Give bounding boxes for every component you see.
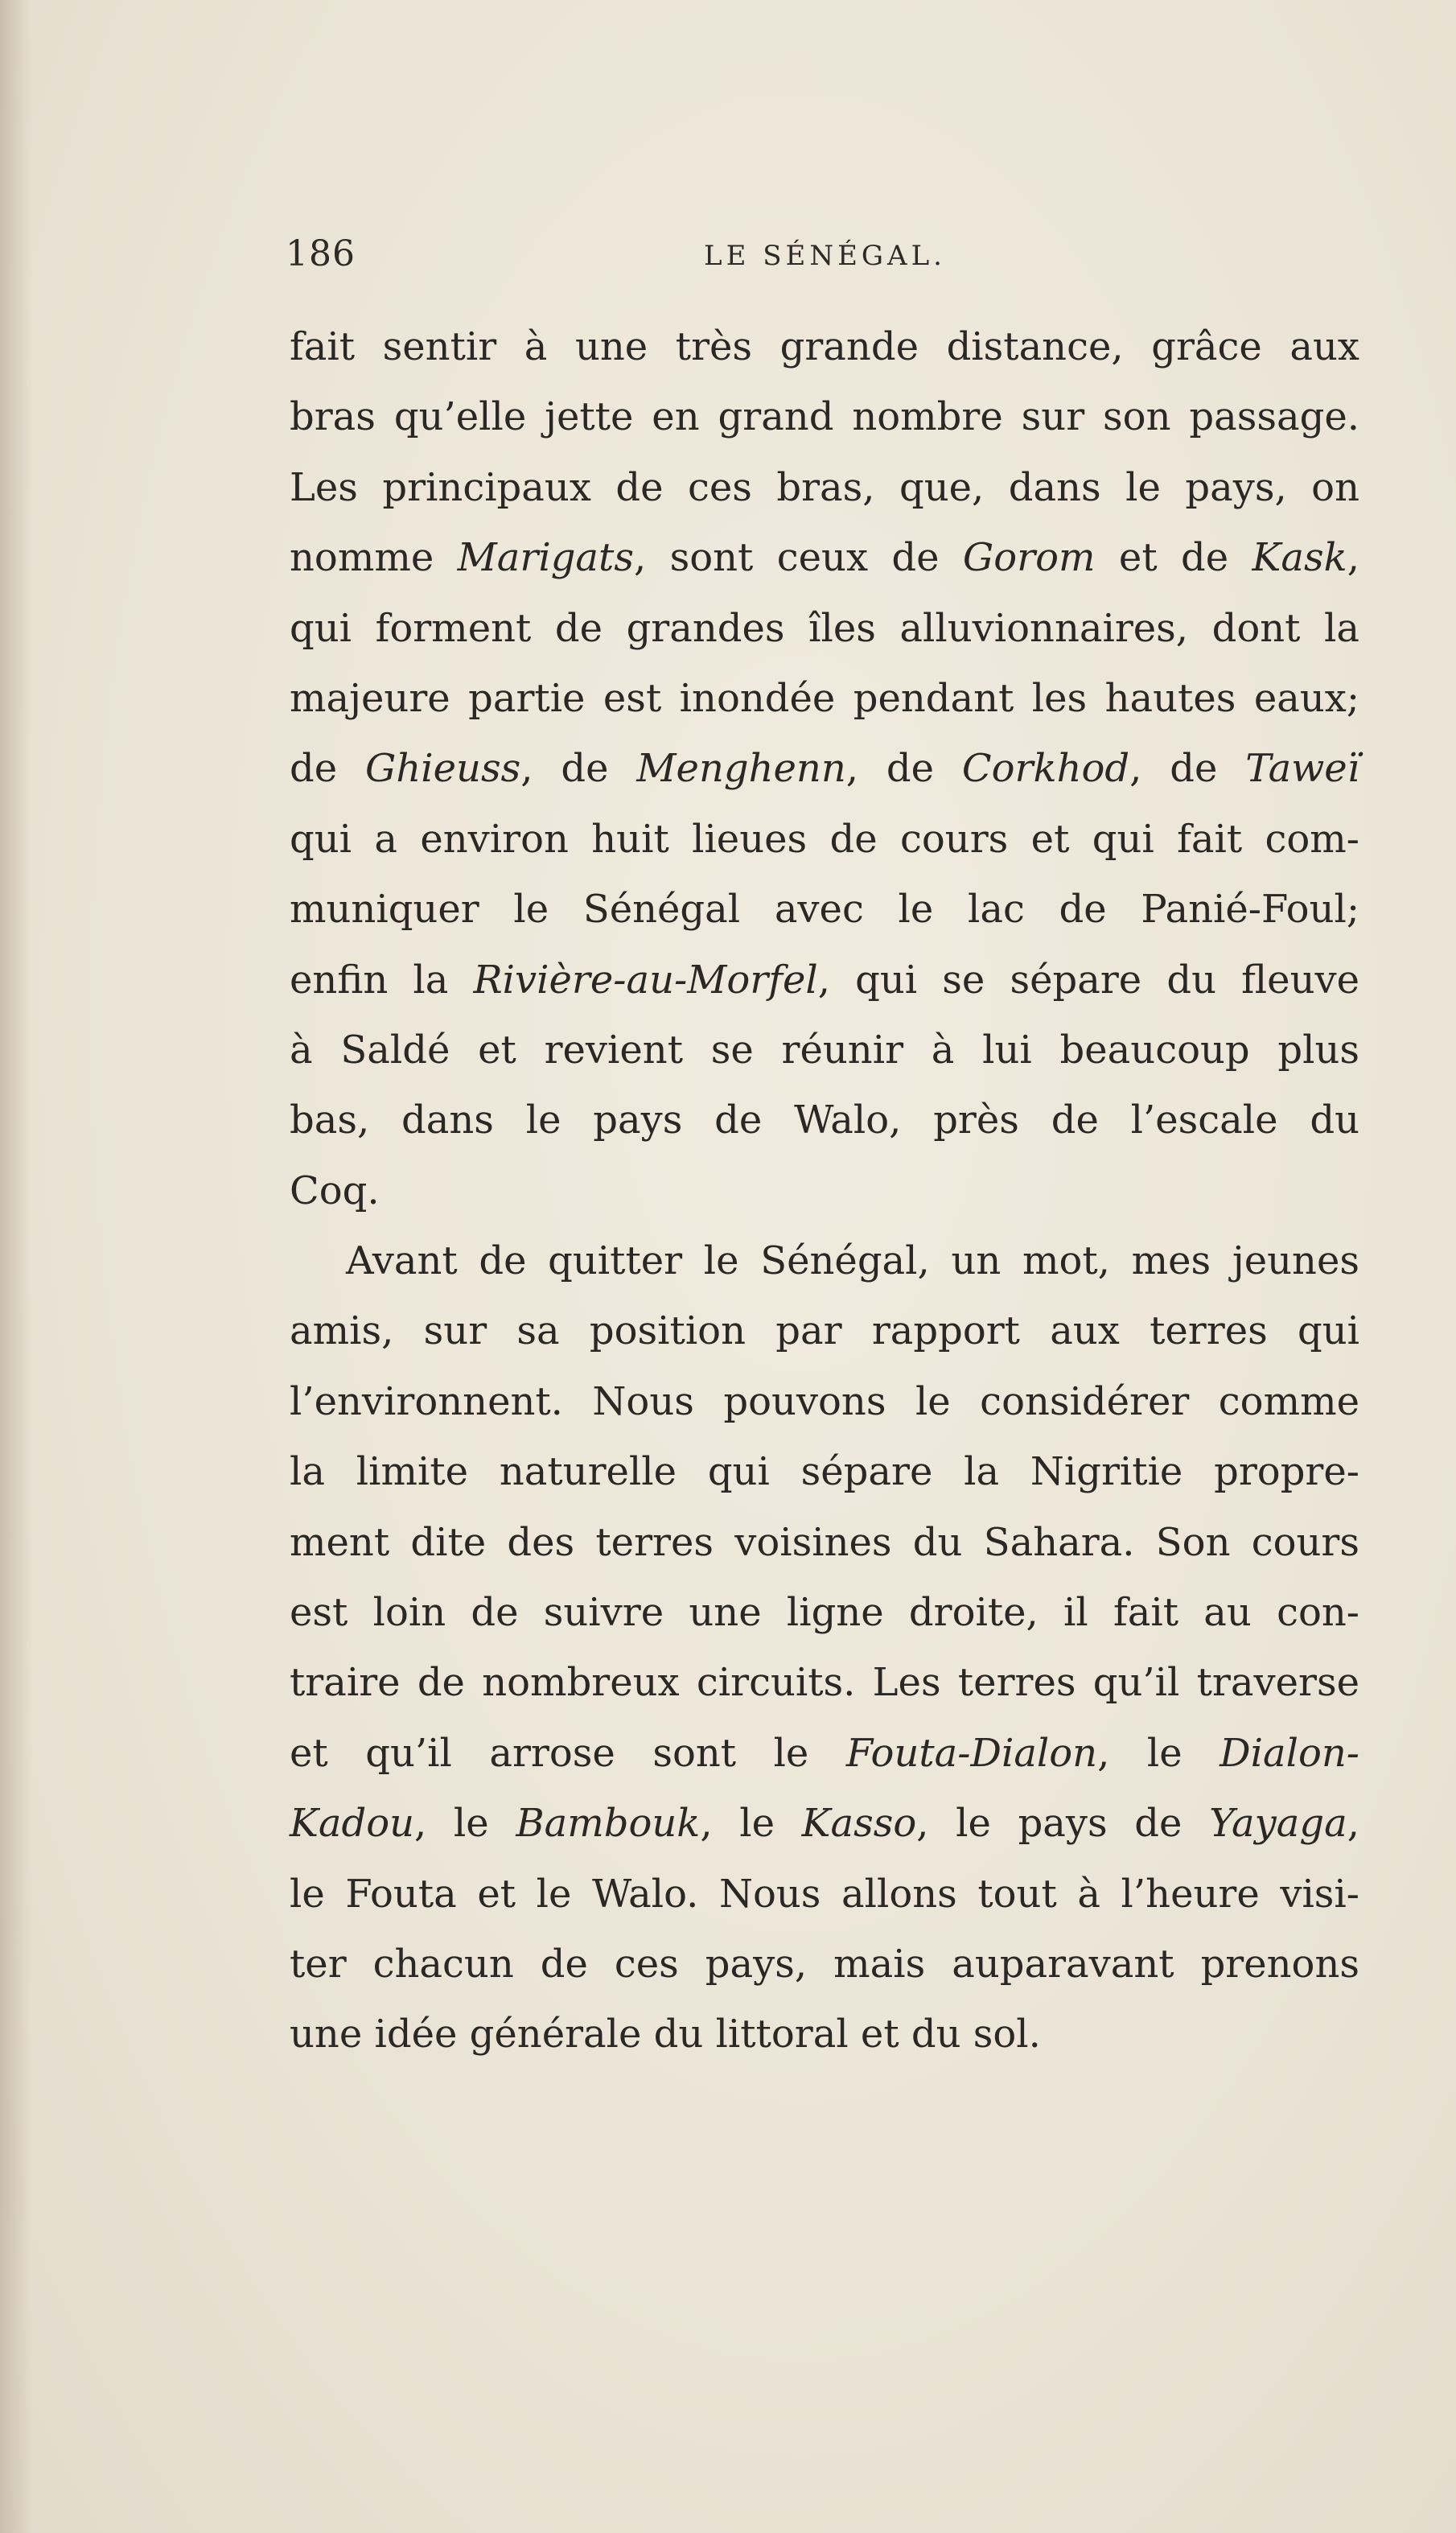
text-line: fait sentir à une très grande distance, grâce aux xyxy=(290,324,1359,369)
text-line: ter chacun de ces pays, mais auparavant prenons xyxy=(290,1941,1359,1987)
paragraph-start-line: Avant de quitter le Sénégal, un mot, mes jeunes xyxy=(346,1238,1359,1284)
text-line: et qu’il arrose sont le Fouta-Dialon, le Dialon- xyxy=(290,1730,1359,1776)
running-title: LE SÉNÉGAL. xyxy=(704,240,946,272)
text-line: le Fouta et le Walo. Nous allons tout à l’heure visi- xyxy=(290,1871,1359,1917)
text-line: majeure partie est inondée pendant les hautes eaux; xyxy=(290,675,1359,721)
italic-term: Marigats xyxy=(457,535,634,581)
italic-term: Ghieuss xyxy=(365,746,521,792)
text-line: Coq. xyxy=(290,1168,380,1213)
text-line: enfin la Rivière-au-Morfel, qui se sépare du fleuve xyxy=(290,957,1360,1003)
italic-term: Dialon- xyxy=(1220,1730,1359,1776)
text-line: à Saldé et revient se réunir à lui beaucoup plus xyxy=(290,1027,1359,1073)
text-line: la limite naturelle qui sépare la Nigritie propre- xyxy=(290,1449,1359,1495)
page-gutter-shadow xyxy=(0,0,32,2533)
text-line: une idée générale du littoral et du sol. xyxy=(290,2012,1041,2057)
italic-term: Taweï xyxy=(1245,746,1360,792)
text-line: qui a environ huit lieues de cours et qui fait com- xyxy=(290,816,1359,862)
running-head xyxy=(286,233,1355,282)
page-number: 186 xyxy=(286,233,356,274)
text-line: bras qu’elle jette en grand nombre sur son passage. xyxy=(290,394,1359,440)
italic-term: Kasso xyxy=(801,1801,917,1847)
text-line: Les principaux de ces bras, que, dans le pays, on xyxy=(290,464,1359,510)
text-line: nomme Marigats, sont ceux de Gorom et de Kask, xyxy=(290,535,1359,581)
italic-term: Fouta-Dialon xyxy=(845,1730,1098,1776)
text-line: traire de nombreux circuits. Les terres qu’il traverse xyxy=(290,1660,1359,1706)
text-line: muniquer le Sénégal avec le lac de Panié-Foul; xyxy=(290,887,1359,933)
italic-term: Corkhod xyxy=(961,746,1130,792)
italic-term: Gorom xyxy=(962,535,1096,581)
italic-term: Bambouk xyxy=(516,1801,701,1847)
text-line: amis, sur sa position par rapport aux terres qui xyxy=(290,1308,1359,1354)
italic-term: Menghenn xyxy=(636,746,846,792)
italic-term: Kask xyxy=(1252,535,1347,581)
text-line: de Ghieuss, de Menghenn, de Corkhod, de Taweï xyxy=(290,746,1360,792)
text-line: bas, dans le pays de Walo, près de l’escale du xyxy=(290,1098,1359,1143)
text-line: l’environnent. Nous pouvons le considérer comme xyxy=(290,1378,1359,1424)
text-line: ment dite des terres voisines du Sahara. Son cours xyxy=(290,1519,1359,1565)
text-line: est loin de suivre une ligne droite, il fait au con- xyxy=(290,1590,1359,1636)
italic-term: Rivière-au-Morfel xyxy=(473,957,818,1003)
text-line: qui forment de grandes îles alluvionnaires, dont la xyxy=(290,605,1359,651)
italic-term: Yayaga xyxy=(1209,1801,1347,1847)
body-text xyxy=(290,312,1359,2070)
text-line: Kadou, le Bambouk, le Kasso, le pays de Yayaga, xyxy=(290,1801,1359,1847)
italic-term: Kadou xyxy=(290,1801,415,1847)
